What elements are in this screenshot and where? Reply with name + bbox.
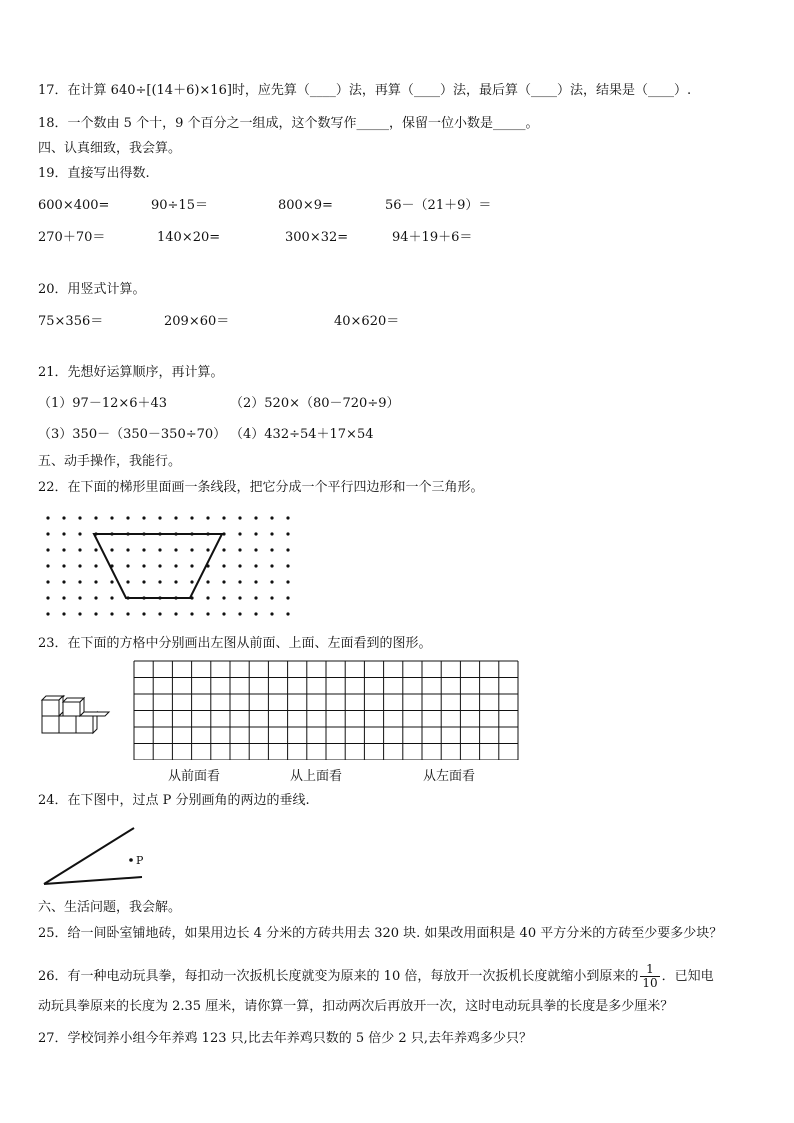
grid-dot: [46, 612, 49, 615]
cube-stack-figure: [38, 690, 113, 740]
grid-dot: [286, 548, 289, 551]
grid-dot: [270, 580, 273, 583]
grid-dot: [238, 596, 241, 599]
grid-dot: [78, 564, 81, 567]
grid-dot: [46, 564, 49, 567]
section-6-heading: 六、生活问题，我会解。: [38, 900, 182, 915]
grid-dot: [46, 548, 49, 551]
angle-figure[interactable]: [40, 820, 170, 890]
grid-dot: [222, 548, 225, 551]
q21-item: （4）432÷54＋17×54: [230, 427, 374, 442]
q19-item: 800×9=: [278, 198, 333, 213]
grid-dot: [78, 548, 81, 551]
grid-dot: [62, 596, 65, 599]
grid-dot: [158, 580, 161, 583]
point-p-label: P: [136, 854, 144, 867]
grid-dot: [286, 564, 289, 567]
grid-dot: [254, 580, 257, 583]
question-number: 18．: [38, 116, 68, 131]
grid-dot: [126, 564, 129, 567]
question-number: 25．: [38, 926, 68, 941]
question-text: 在下图中，过点 P 分别画角的两边的垂线.: [67, 793, 310, 808]
grid-dot: [158, 564, 161, 567]
grid-dot: [174, 516, 177, 519]
grid-dot: [78, 612, 81, 615]
grid-dot: [190, 612, 193, 615]
grid-dot: [94, 548, 97, 551]
q19-item: 140×20=: [157, 230, 221, 245]
question-text: ）.: [673, 83, 692, 98]
question-26-line-1: [38, 963, 714, 990]
q20-item: 75×356＝: [38, 314, 104, 329]
caption-left-view: 从左面看: [423, 769, 476, 784]
grid-dot: [78, 580, 81, 583]
grid-dot: [190, 516, 193, 519]
grid-dot: [94, 516, 97, 519]
grid-dot: [46, 516, 49, 519]
question-number: 22．: [38, 480, 68, 495]
caption-front-view: 从前面看: [168, 769, 221, 784]
caption-top-view: 从上面看: [290, 769, 343, 784]
q19-item: 270＋70＝: [38, 230, 106, 245]
grid-dot: [206, 580, 209, 583]
grid-dot: [62, 516, 65, 519]
question-25: [38, 926, 722, 942]
question-text: 在计算 640÷[(14＋6)×16]时，应先算（: [67, 83, 310, 98]
fraction-one-tenth: [640, 963, 659, 990]
q21-item: （3）350－（350－350÷70）: [38, 427, 227, 442]
grid-dot: [286, 532, 289, 535]
question-text: 有一种电动玩具拳，每扣动一次扳机长度就变为原来的 10 倍，每放开一次扳机长度就缩小到原来的: [67, 969, 639, 984]
grid-dot: [174, 548, 177, 551]
grid-dot: [238, 516, 241, 519]
grid-dot: [158, 612, 161, 615]
grid-dot: [110, 580, 113, 583]
question-18: [38, 116, 539, 132]
grid-dot: [206, 516, 209, 519]
grid-dot: [254, 564, 257, 567]
question-number: 23．: [38, 636, 68, 651]
grid-dot: [78, 532, 81, 535]
grid-dot: [174, 612, 177, 615]
grid-dot: [174, 564, 177, 567]
grid-dot: [142, 580, 145, 583]
grid-dot: [270, 596, 273, 599]
grid-dot: [62, 580, 65, 583]
question-text: 在下面的方格中分别画出左图从前面、上面、左面看到的图形。: [67, 636, 432, 651]
q19-item: 600×400=: [38, 198, 110, 213]
q20-item: 40×620＝: [334, 314, 400, 329]
question-number: 24．: [38, 793, 68, 808]
answer-square-grid[interactable]: [133, 660, 519, 760]
grid-dot: [126, 612, 129, 615]
grid-dot: [222, 596, 225, 599]
grid-dot: [62, 548, 65, 551]
grid-dot: [238, 548, 241, 551]
grid-dot: [78, 516, 81, 519]
grid-dot: [222, 516, 225, 519]
grid-dot: [190, 580, 193, 583]
answer-blank[interactable]: ____: [309, 83, 336, 98]
grid-dot: [222, 612, 225, 615]
question-21: [38, 365, 224, 381]
grid-dot: [174, 580, 177, 583]
grid-dot: [126, 516, 129, 519]
question-text: ）法，结果是（: [556, 83, 648, 98]
dot-grid-trapezoid[interactable]: [40, 510, 300, 620]
fraction-numerator: 1: [640, 963, 659, 977]
grid-dot: [270, 612, 273, 615]
question-number: 21．: [38, 365, 68, 380]
grid-dot: [238, 564, 241, 567]
angle-side-lower: [44, 877, 142, 884]
question-20: [38, 282, 146, 298]
question-number: 26．: [38, 969, 68, 984]
q19-item: 94＋19＋6＝: [392, 230, 473, 245]
grid-dot: [142, 516, 145, 519]
grid-dot: [94, 564, 97, 567]
grid-dot: [46, 580, 49, 583]
grid-dot: [46, 596, 49, 599]
question-text: 先想好运算顺序，再计算。: [67, 365, 224, 380]
question-23: [38, 636, 432, 652]
grid-dot: [254, 548, 257, 551]
grid-dot: [254, 516, 257, 519]
grid-dot: [190, 564, 193, 567]
grid-dot: [78, 596, 81, 599]
angle-side-upper: [44, 828, 134, 884]
question-26-line-2: 动玩具拳原来的长度为 2.35 厘米，请你算一算，扣动两次后再放开一次，这时电动玩具拳的长度是多少厘米？: [38, 999, 674, 1014]
question-text: ．已知电: [661, 969, 714, 984]
grid-dot: [158, 548, 161, 551]
grid-dot: [110, 612, 113, 615]
grid-dot: [238, 532, 241, 535]
question-27: [38, 1031, 532, 1047]
question-17: [38, 83, 691, 99]
answer-blank[interactable]: ____: [647, 83, 674, 98]
grid-dot: [142, 564, 145, 567]
grid-dot: [222, 564, 225, 567]
grid-dot: [110, 516, 113, 519]
grid-dot: [254, 612, 257, 615]
question-24: [38, 793, 310, 809]
grid-dot: [62, 532, 65, 535]
grid-dot: [238, 612, 241, 615]
q20-item: 209×60＝: [164, 314, 230, 329]
grid-dot: [286, 612, 289, 615]
grid-dot: [286, 516, 289, 519]
grid-dot: [286, 596, 289, 599]
grid-dot: [190, 548, 193, 551]
question-text: 直接写出得数.: [67, 166, 150, 181]
grid-dot: [110, 548, 113, 551]
grid-dot: [158, 516, 161, 519]
fraction-denominator: 10: [642, 976, 658, 990]
grid-dot: [126, 580, 129, 583]
q19-item: 56－（21＋9）＝: [385, 198, 492, 213]
q21-item: （2）520×（80－720÷9）: [230, 396, 400, 411]
question-number: 20．: [38, 282, 68, 297]
answer-blank[interactable]: ____: [413, 83, 440, 98]
grid-dot: [62, 612, 65, 615]
grid-dot: [270, 564, 273, 567]
question-text: 用竖式计算。: [67, 282, 146, 297]
grid-dot: [222, 580, 225, 583]
grid-dot: [62, 564, 65, 567]
q19-item: 300×32=: [285, 230, 349, 245]
grid-dot: [238, 580, 241, 583]
question-number: 17．: [38, 83, 68, 98]
grid-dot: [94, 596, 97, 599]
section-5-heading: 五、动手操作，我能行。: [38, 454, 182, 469]
grid-dot: [286, 580, 289, 583]
grid-dot: [254, 596, 257, 599]
grid-dot: [270, 548, 273, 551]
section-4-heading: 四、认真细致，我会算。: [38, 141, 182, 156]
grid-dot: [254, 532, 257, 535]
question-text: ）法，最后算（: [439, 83, 531, 98]
grid-dot: [206, 612, 209, 615]
question-text: 给一间卧室铺地砖，如果用边长 4 分米的方砖共用去 320 块. 如果改用面积是 40 平方分米的方砖至少要多少块？: [67, 926, 723, 941]
grid-dot: [46, 532, 49, 535]
grid-dot: [142, 612, 145, 615]
question-22: [38, 480, 484, 496]
question-text: ）法，再算（: [335, 83, 414, 98]
q19-item: 90÷15＝: [151, 198, 208, 213]
q21-item: （1）97－12×6＋43: [38, 396, 168, 411]
question-text: 学校饲养小组今年养鸡 123 只,比去年养鸡只数的 5 倍少 2 只,去年养鸡多少只？: [67, 1031, 532, 1046]
grid-dot: [110, 596, 113, 599]
grid-dot: [94, 612, 97, 615]
grid-dot: [270, 532, 273, 535]
question-text: 一个数由 5 个十，9 个百分之一组成，这个数写作_____，保留一位小数是_____。: [67, 116, 539, 131]
grid-dot: [206, 548, 209, 551]
grid-dot: [206, 596, 209, 599]
question-number: 19．: [38, 166, 68, 181]
grid-dot: [142, 548, 145, 551]
question-number: 27．: [38, 1031, 68, 1046]
grid-dot: [94, 580, 97, 583]
answer-blank[interactable]: ____: [530, 83, 557, 98]
grid-dot: [270, 516, 273, 519]
point-p: [129, 858, 133, 862]
grid-dot: [126, 548, 129, 551]
question-text: 在下面的梯形里面画一条线段，把它分成一个平行四边形和一个三角形。: [67, 480, 484, 495]
question-19: [38, 166, 150, 182]
